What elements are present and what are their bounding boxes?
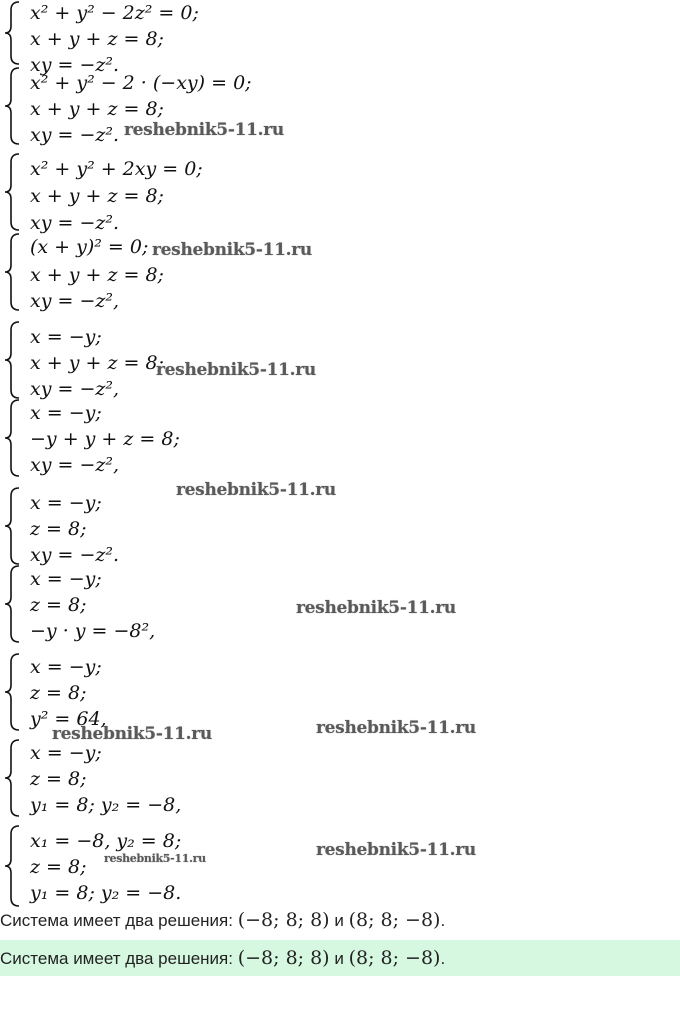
equation-line: x + y + z = 8; — [30, 264, 164, 286]
equation-line: x² + y² + 2xy = 0; — [30, 158, 203, 180]
equation-line: x² + y² − 2z² = 0; — [30, 2, 199, 24]
left-brace — [2, 738, 24, 818]
equation-line: x = −y; — [30, 326, 102, 348]
equation-line: xy = −z². — [30, 212, 120, 234]
answer-end: . — [440, 911, 446, 930]
equation-line: y₁ = 8; y₂ = −8. — [30, 882, 182, 904]
equation-line: x + y + z = 8; — [30, 28, 164, 50]
equation-line: x² + y² − 2 · (−xy) = 0; — [30, 72, 252, 94]
left-brace — [2, 824, 24, 908]
watermark: reshebnik5-11.ru — [52, 724, 212, 744]
solution-2: (8; 8; −8) — [348, 909, 441, 931]
equation-line: y₁ = 8; y₂ = −8, — [30, 794, 182, 816]
equation-line: −y · y = −8², — [30, 620, 156, 642]
equation-line: z = 8; — [30, 768, 87, 790]
equation-line: xy = −z², — [30, 290, 120, 312]
equation-line: z = 8; — [30, 856, 87, 878]
equation-line: xy = −z². — [30, 544, 120, 566]
equation-line: z = 8; — [30, 682, 87, 704]
equation-line: xy = −z², — [30, 454, 120, 476]
equation-line: z = 8; — [30, 518, 87, 540]
equation-line: xy = −z². — [30, 54, 120, 76]
left-brace — [2, 0, 24, 66]
left-brace — [2, 66, 24, 146]
solution-2: (8; 8; −8) — [348, 947, 441, 969]
answer-text: Система имеет два решения: — [0, 949, 238, 968]
left-brace — [2, 564, 24, 644]
watermark: reshebnik5-11.ru — [152, 240, 312, 260]
equation-line: x + y + z = 8; — [30, 352, 164, 374]
equation-line: −y + y + z = 8; — [30, 428, 180, 450]
watermark: reshebnik5-11.ru — [296, 598, 456, 618]
answer-conj: и — [329, 949, 349, 968]
answer-highlight — [0, 940, 680, 976]
solution-1: (−8; 8; 8) — [237, 909, 330, 931]
equation-line: y² = 64, — [30, 708, 107, 730]
equation-line: xy = −z². — [30, 124, 120, 146]
equation-line: x₁ = −8, y₂ = 8; — [30, 830, 182, 852]
equation-line: x = −y; — [30, 402, 102, 424]
watermark: reshebnik5-11.ru — [104, 852, 206, 865]
answer-end: . — [440, 949, 446, 968]
watermark: reshebnik5-11.ru — [176, 480, 336, 500]
left-brace — [2, 652, 24, 732]
equation-line: z = 8; — [30, 594, 87, 616]
answer-conj: и — [329, 911, 349, 930]
equation-line: x = −y; — [30, 656, 102, 678]
equation-line: xy = −z², — [30, 378, 120, 400]
watermark: reshebnik5-11.ru — [316, 840, 476, 860]
left-brace — [2, 152, 24, 232]
answer-line — [0, 906, 680, 935]
equation-line: x = −y; — [30, 568, 102, 590]
left-brace — [2, 320, 24, 400]
watermark: reshebnik5-11.ru — [316, 718, 476, 738]
answer-text: Система имеет два решения: — [0, 911, 238, 930]
left-brace — [2, 486, 24, 566]
watermark: reshebnik5-11.ru — [124, 120, 284, 140]
equation-line: (x + y)² = 0; — [30, 236, 149, 258]
equation-line: x = −y; — [30, 742, 102, 764]
equation-line: x + y + z = 8; — [30, 98, 164, 120]
solution-1: (−8; 8; 8) — [237, 947, 330, 969]
watermark: reshebnik5-11.ru — [156, 360, 316, 380]
equation-line: x + y + z = 8; — [30, 185, 164, 207]
left-brace — [2, 398, 24, 478]
left-brace — [2, 232, 24, 312]
equation-line: x = −y; — [30, 492, 102, 514]
